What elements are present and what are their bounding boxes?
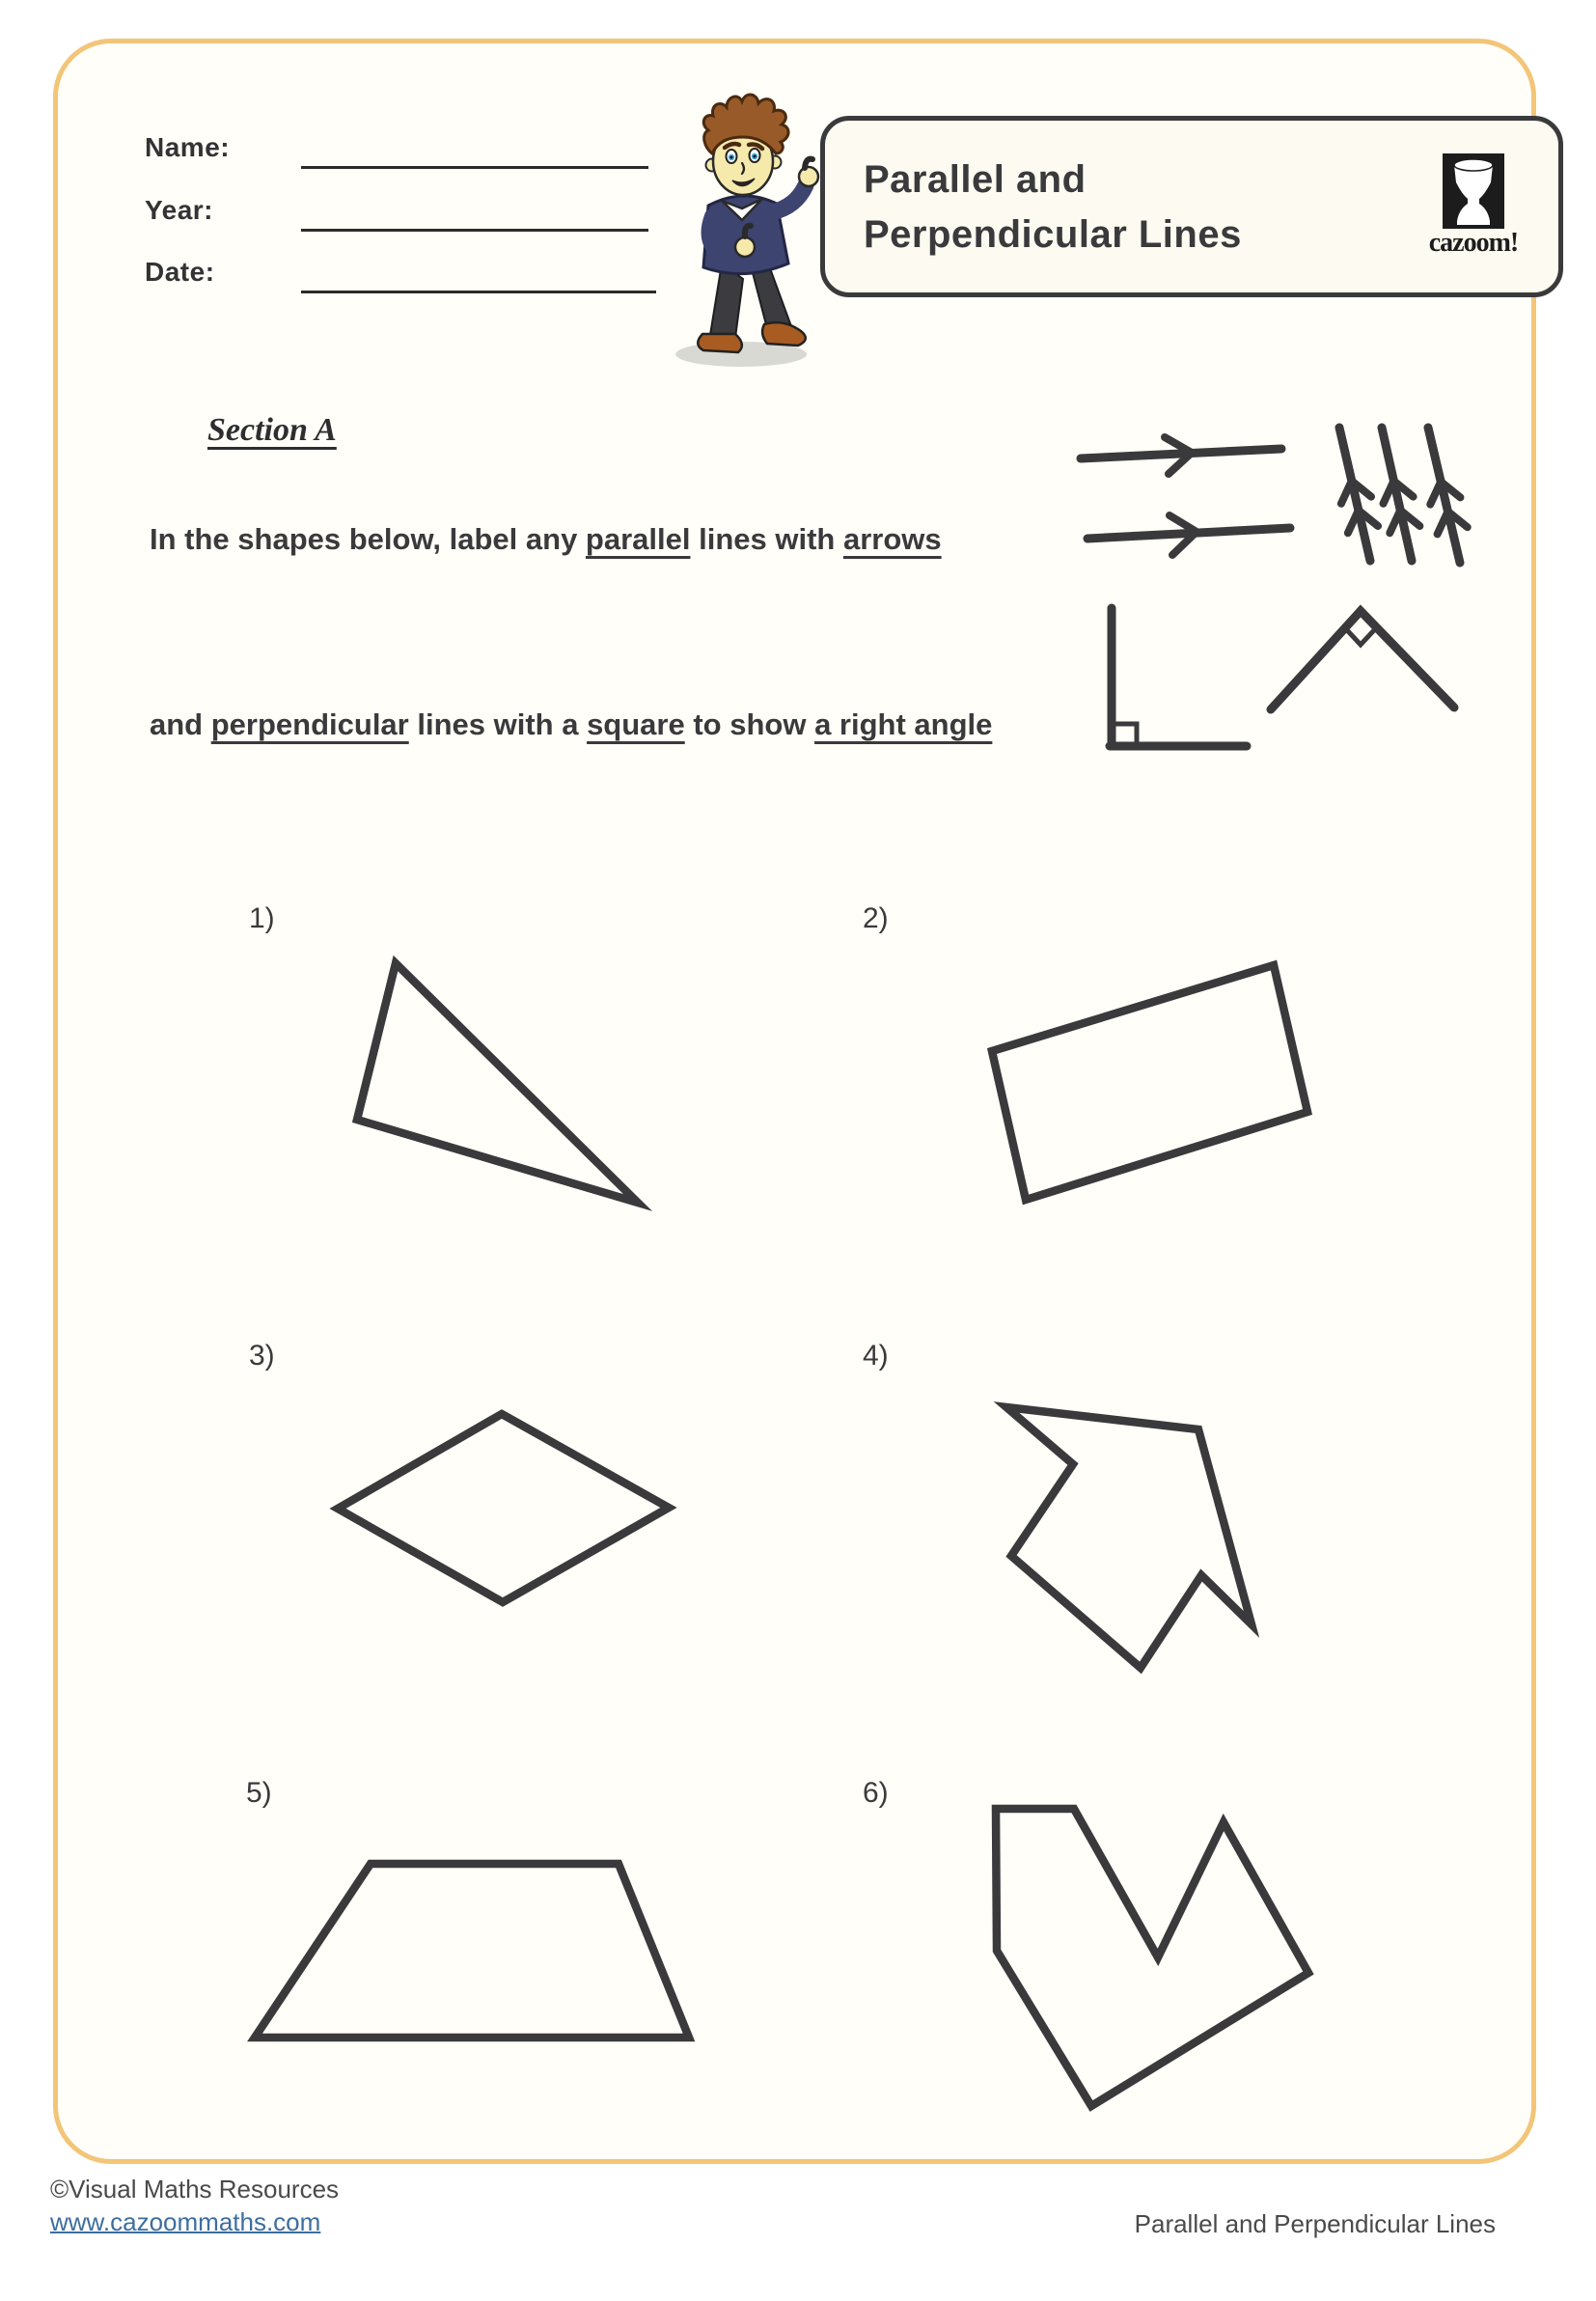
year-label: Year: [145, 195, 213, 225]
instruction-text: lines with a [408, 707, 588, 741]
shape-rhombus [338, 1414, 669, 1602]
title-line-2: Perpendicular Lines [864, 213, 1242, 256]
shape-arrow-polygon [1006, 1407, 1252, 1668]
underlined-term: a right angle [814, 707, 993, 741]
copyright-text: ©Visual Maths Resources [50, 2175, 340, 2204]
date-label: Date: [145, 257, 215, 287]
shape-rectangle [992, 965, 1307, 1200]
name-label: Name: [145, 132, 231, 162]
underlined-term: square [587, 707, 685, 741]
shape-concave-polygon [996, 1809, 1308, 2106]
shape-number-label: 4) [863, 1340, 889, 1372]
shape-number-label: 2) [863, 902, 889, 934]
shape-number-label: 6) [863, 1777, 889, 1809]
shape-number-label: 5) [246, 1777, 272, 1809]
website-link[interactable]: www.cazoommaths.com [50, 2207, 321, 2236]
shape-number-label: 3) [249, 1340, 275, 1372]
title-line-1: Parallel and [864, 158, 1087, 201]
instruction-text: and [150, 707, 211, 741]
shape-trapezium [255, 1864, 689, 2038]
shape-number-label: 1) [249, 902, 275, 934]
footer-doc-title: Parallel and Perpendicular Lines [1134, 2209, 1496, 2238]
underlined-term: parallel [585, 522, 691, 556]
worksheet-panel [53, 39, 1536, 2164]
shapes-layer [58, 43, 1596, 2301]
shape-triangle [357, 963, 638, 1203]
instruction-text: to show [684, 707, 815, 741]
instruction-text: lines with [690, 522, 843, 556]
underlined-term: perpendicular [210, 707, 409, 741]
instruction-text: In the shapes below, label any [150, 522, 586, 556]
underlined-term: arrows [842, 522, 942, 556]
cazoom-logo-text: cazoom! [1428, 228, 1519, 258]
section-a-heading: Section A [207, 412, 337, 448]
